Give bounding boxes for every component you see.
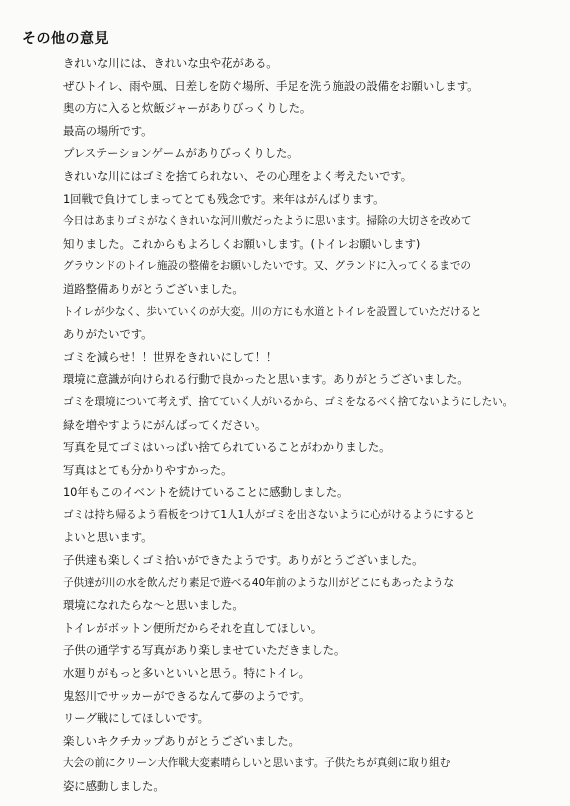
opinion-line: ぜひトイレ、雨や風、日差しを防ぐ場所、手足を洗う施設の設備をお願いします。 bbox=[63, 78, 479, 93]
opinion-line: 1回戦で負けてしまってとても残念です。来年はがんばります。 bbox=[63, 191, 385, 206]
opinion-line: 今日はあまりゴミがなくきれいな河川敷だったように思います。掃除の大切さを改めて bbox=[63, 215, 472, 228]
opinion-line: トイレが少なく、歩いていくのが大変。川の方にも水道とトイレを設置していただけると bbox=[63, 305, 482, 318]
opinion-line: 知りました。これからもよろしくお願いします。(トイレお願いします) bbox=[63, 236, 421, 251]
opinion-line: 緑を増やすようにがんばってください。 bbox=[63, 417, 267, 432]
opinion-line: 奥の方に入ると炊飯ジャーがありびっくりした。 bbox=[63, 101, 312, 116]
opinion-line: 子供達が川の水を飲んだり素足で遊べる40年前のような川がどこにもあったような bbox=[63, 576, 454, 589]
opinion-line: きれいな川には、きれいな虫や花がある。 bbox=[63, 56, 278, 70]
opinion-line: 10年もこのイベントを続けていることに感動しました。 bbox=[63, 485, 349, 500]
opinion-line: 大会の前にクリーン大作戦大変素晴らしいと思います。子供たちが真剣に取り組む bbox=[63, 757, 451, 770]
opinion-line: 子供達も楽しくゴミ拾いができたようです。ありがとうございました。 bbox=[63, 553, 424, 568]
opinion-line: 水廻りがもっと多いといいと思う。特にトイレ。 bbox=[63, 666, 310, 681]
opinion-line: ありがたいです。 bbox=[63, 327, 153, 342]
opinion-line: ゴミを減らせ！！世界をきれいにして！！ bbox=[63, 349, 278, 364]
opinion-line: 子供の通学する写真があり楽しませていただきました。 bbox=[63, 643, 346, 658]
opinion-line: 環境になれたらな〜と思いました。 bbox=[63, 598, 244, 613]
opinion-line: トイレがボットン便所だからそれを直してほしい。 bbox=[63, 620, 323, 635]
opinion-line: 写真を見てゴミはいっぱい捨てられていることがわかりました。 bbox=[63, 440, 391, 455]
opinion-line: 鬼怒川でサッカーができるなんて夢のようです。 bbox=[63, 688, 311, 703]
opinion-line: ゴミは持ち帰るよう看板をつけて1人1人がゴミを出さないように心がけるようにすると bbox=[63, 508, 476, 521]
opinion-line: リーグ戦にしてほしいです。 bbox=[63, 711, 209, 726]
opinion-list bbox=[63, 52, 558, 798]
opinion-line: きれいな川にはゴミを捨てられない、その心理をよく考えたいです。 bbox=[63, 168, 413, 183]
opinion-line: プレステーションゲームがありびっくりした。 bbox=[63, 146, 299, 161]
opinion-line: 楽しいキクチカップありがとうございました。 bbox=[63, 733, 300, 748]
opinion-line: 最高の場所です。 bbox=[63, 123, 153, 138]
opinion-line: 写真はとても分かりやすかった。 bbox=[63, 462, 233, 477]
opinion-line: ゴミを環境について考えず、捨てていく人がいるから、ゴミをなるべく捨てないようにしたい。 bbox=[63, 395, 514, 408]
opinion-line: 姿に感動しました。 bbox=[63, 779, 165, 793]
opinion-line: グラウンドのトイレ施設の整備をお願いしたいです。又、グランドに入ってくるまでの bbox=[63, 260, 471, 273]
opinion-line: 道路整備ありがとうございました。 bbox=[63, 281, 244, 296]
page-title: その他の意見 bbox=[22, 31, 109, 47]
opinion-line: よいと思います。 bbox=[63, 530, 153, 545]
opinion-line: 環境に意識が向けられる行動で良かったと思います。ありがとうございました。 bbox=[63, 372, 469, 387]
